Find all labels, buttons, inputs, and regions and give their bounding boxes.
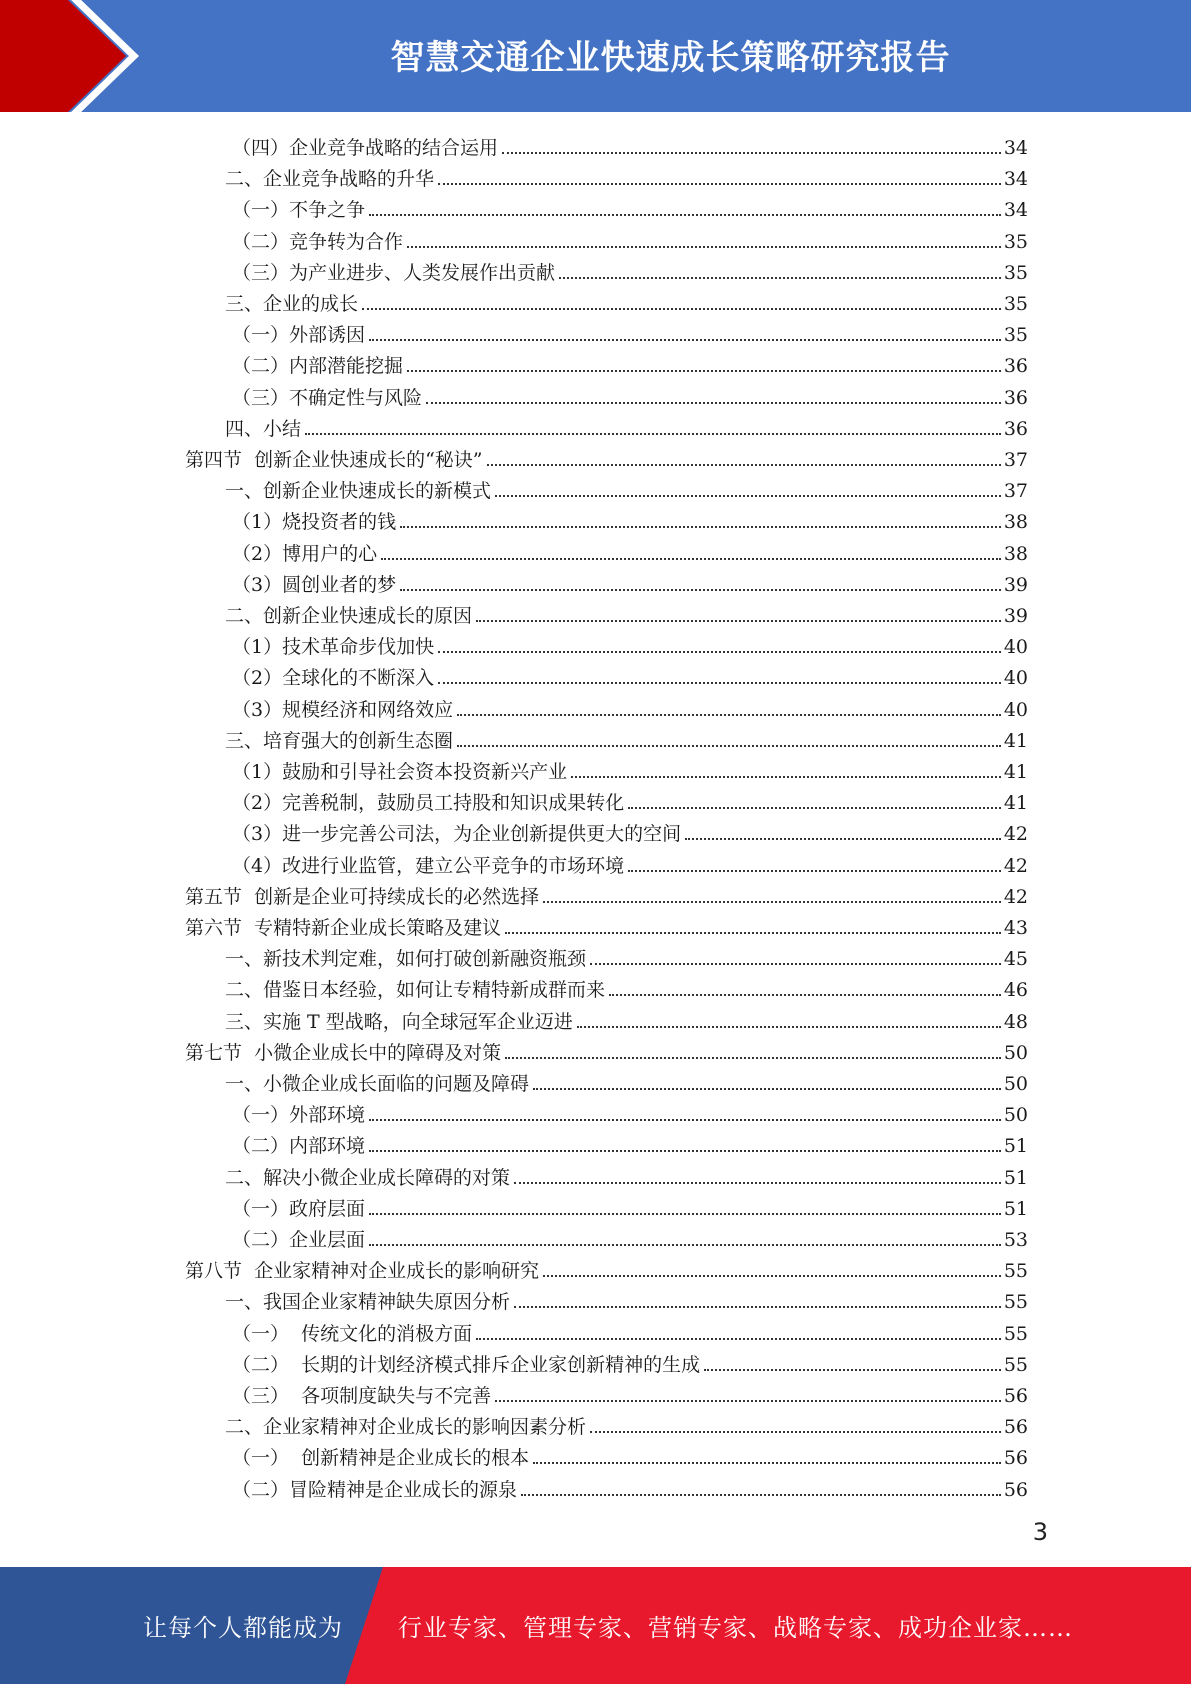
toc-dot-leader — [369, 1150, 1001, 1152]
toc-entry-page: 41 — [1003, 792, 1028, 815]
toc-entry[interactable] — [232, 783, 1028, 814]
toc-entry-page: 51 — [1003, 1197, 1028, 1220]
toc-entry-title: 三、培育强大的创新生态圈 — [225, 729, 454, 752]
toc-dot-leader — [577, 1026, 1001, 1028]
toc-entry-page: 56 — [1003, 1447, 1028, 1470]
toc-entry-page: 41 — [1003, 729, 1028, 752]
toc-dot-leader — [704, 1369, 1001, 1371]
toc-entry[interactable] — [232, 565, 1028, 596]
toc-entry-page: 42 — [1003, 854, 1028, 877]
toc-entry-page: 56 — [1003, 1416, 1028, 1439]
toc-entry-page: 35 — [1003, 324, 1028, 347]
toc-dot-leader — [590, 1431, 1001, 1433]
toc-dot-leader — [407, 246, 1001, 248]
toc-entry-title: 二、借鉴日本经验，如何让专精特新成群而来 — [225, 979, 606, 1002]
toc-entry-page: 50 — [1003, 1041, 1028, 1064]
toc-entry-page: 35 — [1003, 230, 1028, 253]
toc-entry-title: （二） 长期的计划经济模式排斥企业家创新精神的生成 — [232, 1353, 701, 1376]
toc-entry-title: （四）企业竞争战略的结合运用 — [232, 137, 499, 159]
toc-entry[interactable] — [225, 409, 1028, 440]
toc-entry-title: 一、创新企业快速成长的新模式 — [225, 480, 492, 503]
toc-dot-leader — [495, 495, 1001, 497]
toc-dot-leader — [305, 433, 1001, 435]
toc-entry-page: 40 — [1003, 636, 1028, 659]
toc-dot-leader — [362, 308, 1001, 310]
toc-entry-title: （一）不争之争 — [232, 199, 366, 222]
toc-entry[interactable] — [232, 690, 1028, 721]
toc-entry[interactable] — [185, 440, 1028, 471]
toc-dot-leader — [514, 1306, 1001, 1308]
toc-entry[interactable] — [225, 284, 1028, 315]
toc-entry-page: 36 — [1003, 355, 1028, 378]
toc-entry-title: （3）圆创业者的梦 — [232, 573, 397, 596]
toc-dot-leader — [628, 807, 1001, 809]
toc-entry-page: 35 — [1003, 293, 1028, 315]
toc-entry-title: 二、解决小微企业成长障碍的对策 — [225, 1166, 511, 1189]
toc-dot-leader — [381, 558, 1001, 560]
toc-dot-leader — [369, 1244, 1001, 1246]
page-header — [0, 0, 1191, 112]
toc-dot-leader — [400, 589, 1001, 591]
toc-dot-leader — [476, 620, 1001, 622]
toc-entry-page: 56 — [1003, 1478, 1028, 1501]
page-footer — [0, 1567, 1191, 1684]
toc-entry[interactable] — [232, 253, 1028, 284]
toc-entry-title: （一）外部环境 — [232, 1104, 366, 1127]
toc-entry[interactable] — [232, 1376, 1028, 1407]
toc-entry-page: 55 — [1003, 1291, 1028, 1314]
toc-entry[interactable] — [232, 1189, 1028, 1220]
toc-entry-title: 一、小微企业成长面临的问题及障碍 — [225, 1073, 530, 1095]
toc-entry[interactable] — [185, 908, 1028, 939]
toc-dot-leader — [438, 682, 1001, 684]
toc-entry-page: 48 — [1003, 1010, 1028, 1033]
toc-entry[interactable] — [225, 939, 1028, 970]
toc-entry[interactable] — [232, 752, 1028, 783]
toc-dot-leader — [369, 1119, 1001, 1121]
toc-dot-leader — [571, 776, 1001, 778]
toc-entry[interactable] — [232, 128, 1028, 159]
toc-dot-leader — [369, 214, 1001, 216]
toc-entry-title: （1）鼓励和引导社会资本投资新兴产业 — [232, 761, 568, 783]
toc-entry[interactable] — [225, 970, 1028, 1001]
toc-dot-leader — [407, 370, 1001, 372]
toc-entry-page: 46 — [1003, 979, 1028, 1002]
toc-entry-title: 第七节 小微企业成长中的障碍及对策 — [185, 1041, 502, 1064]
toc-entry-title: 四、小结 — [225, 417, 302, 440]
toc-dot-leader — [533, 1462, 1001, 1464]
toc-dot-leader — [438, 183, 1001, 185]
toc-entry-page: 55 — [1003, 1260, 1028, 1283]
toc-entry[interactable] — [225, 1158, 1028, 1189]
toc-entry[interactable] — [232, 627, 1028, 658]
toc-entry[interactable] — [225, 1002, 1028, 1033]
toc-entry[interactable] — [232, 378, 1028, 409]
toc-entry[interactable] — [232, 658, 1028, 689]
toc-entry-title: （一） 创新精神是企业成长的根本 — [232, 1447, 530, 1470]
toc-dot-leader — [543, 1275, 1001, 1277]
toc-entry[interactable] — [232, 1095, 1028, 1126]
toc-entry[interactable] — [232, 814, 1028, 845]
toc-entry-title: 第四节 创新企业快速成长的“秘诀” — [185, 449, 483, 471]
toc-entry[interactable] — [232, 846, 1028, 877]
page-number: 3 — [1032, 1518, 1048, 1546]
toc-entry-page: 51 — [1003, 1166, 1028, 1189]
toc-entry-page: 45 — [1003, 948, 1028, 971]
toc-entry[interactable] — [232, 534, 1028, 565]
toc-dot-leader — [457, 745, 1001, 747]
toc-entry[interactable] — [185, 1251, 1028, 1282]
toc-dot-leader — [514, 1182, 1001, 1184]
toc-entry-title: （2）全球化的不断深入 — [232, 667, 435, 690]
toc-entry-title: （1）烧投资者的钱 — [232, 511, 397, 534]
toc-entry-page: 38 — [1003, 542, 1028, 565]
toc-entry[interactable] — [185, 877, 1028, 908]
toc-entry[interactable] — [232, 222, 1028, 253]
toc-entry-title: （三）不确定性与风险 — [232, 386, 423, 409]
toc-entry-page: 40 — [1003, 698, 1028, 721]
footer-slogan-left: 让每个人都能成为 — [143, 1614, 343, 1642]
toc-entry[interactable] — [232, 1220, 1028, 1251]
toc-entry-title: （二）企业层面 — [232, 1229, 366, 1251]
toc-entry-title: 第五节 创新是企业可持续成长的必然选择 — [185, 885, 540, 908]
toc-entry-title: 二、创新企业快速成长的原因 — [225, 605, 473, 627]
toc-entry-page: 34 — [1003, 137, 1028, 159]
toc-entry-page: 39 — [1003, 573, 1028, 596]
toc-dot-leader — [559, 277, 1001, 279]
header-chevron-icon — [0, 0, 160, 112]
toc-entry-title: （三）为产业进步、人类发展作出贡献 — [232, 261, 556, 284]
toc-entry[interactable] — [225, 721, 1028, 752]
toc-dot-leader — [369, 1213, 1001, 1215]
toc-dot-leader — [505, 932, 1001, 934]
toc-dot-leader — [533, 1088, 1001, 1090]
toc-dot-leader — [457, 714, 1001, 716]
toc-entry-title: （一）外部诱因 — [232, 324, 366, 347]
toc-entry-page: 42 — [1003, 885, 1028, 908]
toc-entry[interactable] — [232, 1438, 1028, 1469]
toc-entry[interactable] — [225, 1282, 1028, 1313]
toc-entry-title: （1）技术革命步伐加快 — [232, 636, 435, 659]
toc-entry-title: 三、企业的成长 — [225, 293, 359, 315]
toc-entry[interactable] — [185, 1033, 1028, 1064]
toc-dot-leader — [502, 152, 1001, 154]
toc-dot-leader — [543, 901, 1001, 903]
toc-entry[interactable] — [225, 471, 1028, 502]
toc-entry-title: 二、企业竞争战略的升华 — [225, 168, 435, 191]
toc-dot-leader — [438, 651, 1001, 653]
toc-entry-page: 50 — [1003, 1104, 1028, 1127]
toc-entry[interactable] — [232, 1345, 1028, 1376]
toc-dot-leader — [628, 870, 1001, 872]
toc-entry-page: 55 — [1003, 1322, 1028, 1345]
toc-entry[interactable] — [232, 315, 1028, 346]
toc-entry-page: 55 — [1003, 1353, 1028, 1376]
toc-entry-page: 40 — [1003, 667, 1028, 690]
toc-entry-title: （2）博用户的心 — [232, 542, 378, 565]
toc-entry-page: 42 — [1003, 823, 1028, 846]
toc-entry-title: （4）改进行业监管，建立公平竞争的市场环境 — [232, 854, 625, 877]
toc-dot-leader — [590, 963, 1001, 965]
toc-entry-title: （三） 各项制度缺失与不完善 — [232, 1385, 492, 1407]
toc-dot-leader — [369, 339, 1001, 341]
toc-entry[interactable] — [225, 159, 1028, 190]
toc-entry[interactable] — [232, 1314, 1028, 1345]
toc-entry[interactable] — [232, 190, 1028, 221]
toc-entry-title: 二、企业家精神对企业成长的影响因素分析 — [225, 1416, 587, 1439]
toc-entry[interactable] — [232, 1470, 1028, 1501]
toc-entry[interactable] — [225, 596, 1028, 627]
toc-dot-leader — [487, 464, 1001, 466]
toc-entry-title: （二）内部潜能挖掘 — [232, 355, 404, 378]
toc-entry-page: 36 — [1003, 386, 1028, 409]
toc-entry-title: （一）政府层面 — [232, 1197, 366, 1220]
toc-entry[interactable] — [232, 346, 1028, 377]
toc-entry-page: 34 — [1003, 168, 1028, 191]
toc-entry-page: 34 — [1003, 199, 1028, 222]
toc-dot-leader — [521, 1494, 1001, 1496]
toc-entry-title: 三、实施 T 型战略，向全球冠军企业迈进 — [225, 1010, 573, 1033]
toc-dot-leader — [505, 1057, 1001, 1059]
toc-entry-title: （二）竞争转为合作 — [232, 230, 404, 253]
toc-dot-leader — [609, 994, 1001, 996]
toc-dot-leader — [476, 1338, 1001, 1340]
toc-entry-page: 35 — [1003, 261, 1028, 284]
toc-entry-title: 第八节 企业家精神对企业成长的影响研究 — [185, 1260, 540, 1283]
toc-entry-page: 37 — [1003, 449, 1028, 471]
report-title: 智慧交通企业快速成长策略研究报告 — [390, 37, 951, 78]
toc-entry-title: 第六节 专精特新企业成长策略及建议 — [185, 917, 502, 939]
toc-entry-title: （3）规模经济和网络效应 — [232, 698, 454, 721]
toc-dot-leader — [685, 838, 1001, 840]
toc-dot-leader — [495, 1400, 1001, 1402]
toc-entry-title: （2）完善税制，鼓励员工持股和知识成果转化 — [232, 792, 625, 815]
toc-entry-page: 51 — [1003, 1135, 1028, 1158]
toc-entry-page: 43 — [1003, 917, 1028, 939]
toc-entry[interactable] — [225, 1064, 1028, 1095]
toc-entry-page: 37 — [1003, 480, 1028, 503]
toc-entry[interactable] — [232, 1126, 1028, 1157]
footer-slogan-right: 行业专家、管理专家、营销专家、战略专家、成功企业家…… — [398, 1614, 1073, 1642]
toc-dot-leader — [400, 526, 1001, 528]
toc-entry-page: 53 — [1003, 1229, 1028, 1251]
toc-entry-title: （二）冒险精神是企业成长的源泉 — [232, 1478, 518, 1501]
toc-entry-page: 50 — [1003, 1073, 1028, 1095]
toc-entry-title: 一、新技术判定难，如何打破创新融资瓶颈 — [225, 948, 587, 971]
toc-entry-title: 一、我国企业家精神缺失原因分析 — [225, 1291, 511, 1314]
toc-entry-title: （一） 传统文化的消极方面 — [232, 1322, 473, 1345]
toc-entry-page: 56 — [1003, 1385, 1028, 1407]
toc-entry-page: 41 — [1003, 761, 1028, 783]
toc-entry-page: 39 — [1003, 605, 1028, 627]
toc-entry-title: （二）内部环境 — [232, 1135, 366, 1158]
toc-entry[interactable] — [232, 502, 1028, 533]
toc-entry-title: （3）进一步完善公司法，为企业创新提供更大的空间 — [232, 823, 682, 846]
toc-entry-page: 36 — [1003, 417, 1028, 440]
toc-entry[interactable] — [225, 1407, 1028, 1438]
toc-dot-leader — [426, 402, 1001, 404]
toc-entry-page: 38 — [1003, 511, 1028, 534]
